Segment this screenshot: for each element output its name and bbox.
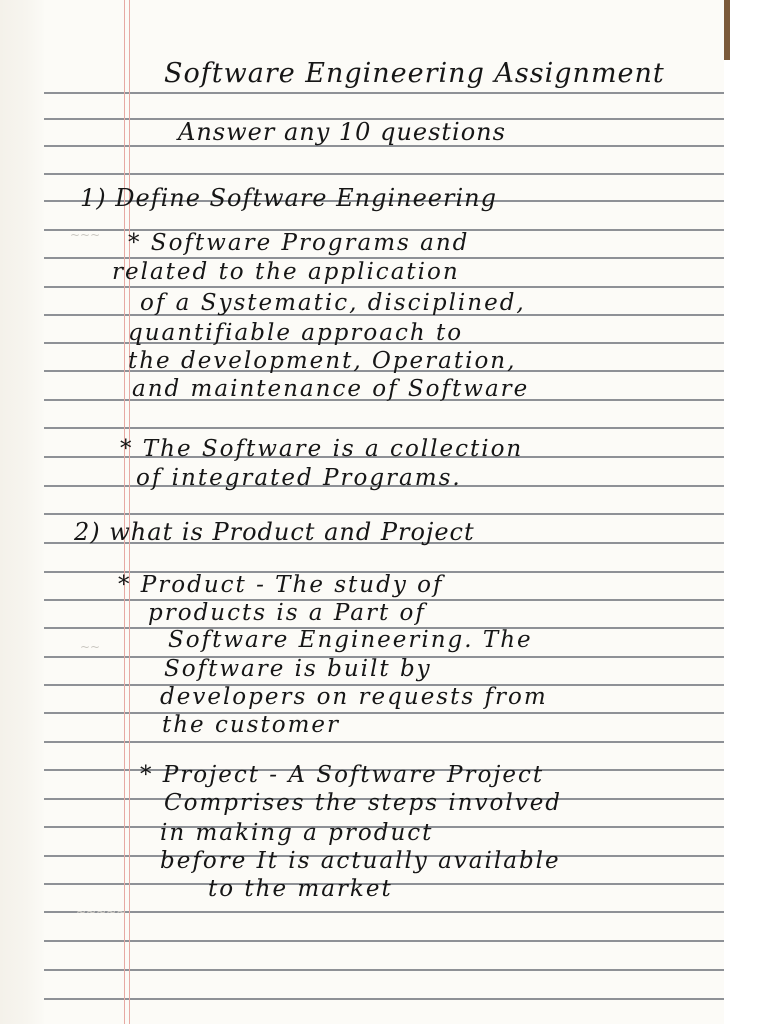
answer-line: Software Engineering. The: [168, 627, 533, 653]
question-2-heading: 2) what is Product and Project: [74, 518, 475, 546]
bleed-through-mark: ~~: [80, 640, 101, 654]
answer-line: of a Systematic, disciplined,: [140, 290, 526, 316]
assignment-title: Software Engineering Assignment: [164, 58, 665, 89]
bleed-through-mark: ~~~: [70, 228, 101, 242]
answer-line: * Product - The study of: [118, 572, 444, 598]
answer-line: Software is built by: [164, 656, 432, 682]
answer-line: of integrated Programs.: [136, 465, 462, 491]
answer-line: Comprises the steps involved: [164, 790, 563, 816]
answer-line: * Project - A Software Project: [140, 762, 545, 788]
answer-line: the development, Operation,: [128, 348, 517, 374]
question-1-heading: 1) Define Software Engineering: [80, 184, 497, 212]
answer-line: products is a Part of: [148, 600, 426, 626]
answer-line: related to the application: [112, 259, 460, 285]
answer-line: * Software Programs and: [128, 230, 470, 256]
answer-line: developers on requests from: [160, 684, 548, 710]
red-margin-line: [129, 0, 130, 1024]
answer-line: the customer: [162, 712, 340, 738]
answer-line: * The Software is a collection: [120, 436, 524, 462]
answer-line: in making a product: [160, 820, 434, 846]
red-margin-line: [124, 0, 125, 1024]
answer-line: quantifiable approach to: [128, 320, 464, 346]
answer-line: and maintenance of Software: [132, 376, 530, 402]
answer-line: before It is actually available: [160, 848, 561, 874]
bleed-through-mark: ~~~~~: [76, 905, 127, 919]
page-left-edge: [0, 0, 44, 1024]
answer-line: to the market: [208, 876, 393, 902]
page-right-edge: [724, 0, 768, 1024]
assignment-instruction: Answer any 10 questions: [178, 118, 506, 146]
